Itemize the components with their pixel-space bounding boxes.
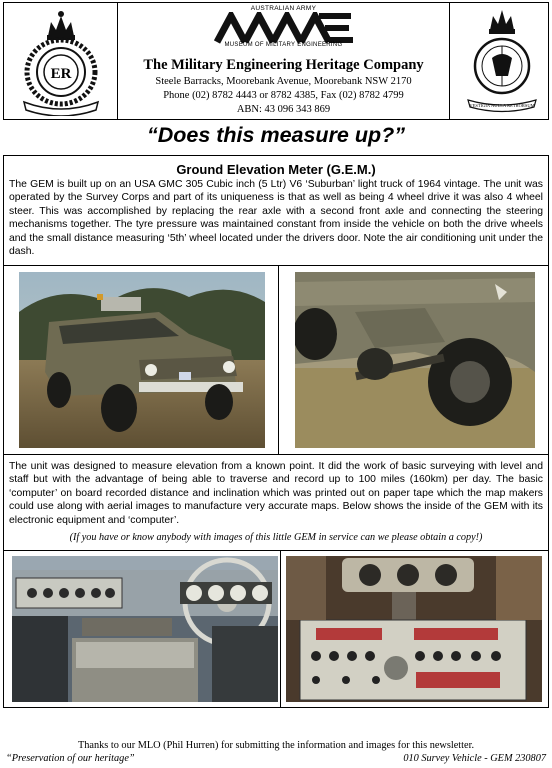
photo-row-top-line	[3, 265, 549, 266]
article-appeal: (If you have or know anybody with images of this little GEM in service can we please obtain a copy!)	[69, 532, 483, 543]
footer-reference: 010 Survey Vehicle - GEM 230807	[403, 753, 546, 764]
page-headline: “Does this measure up?”	[146, 123, 406, 147]
photo-row-divider	[278, 265, 279, 454]
mme-wordmark-icon	[209, 12, 359, 44]
footer-thanks: Thanks to our MLO (Phil Hurren) for submitting the information and images for this newsletter.	[77, 740, 475, 751]
company-phone: Phone (02) 8782 4443 or 8782 4385, Fax (02) 8782 4799	[163, 90, 404, 101]
museum-logo	[118, 4, 449, 54]
article-title: Ground Elevation Meter (G.E.M.)	[176, 162, 376, 177]
footer-slogan: “Preservation of our heritage”	[6, 753, 135, 764]
photo-row2-divider	[280, 550, 281, 708]
article-intro-paragraph: The GEM is built up on an USA GMC 305 Cubic inch (5 Ltr) V6 ‘Suburban’ light truck of 1964 vintage. The unit was operated by the Survey Corps and part of its uniqueness is that as well as being 4 wheel drive it was also 4 wheel steer. This was accomplished by replacing the rear axle with a second front axle and connecting the steering mechanisms together. The tyre pressure was maintained constant from inside the vehicle on both the drive wheels and the small distance measuring ‘5th’ wheel located under the drivers door. Note the air conditioning unit under the dash.	[9, 179, 543, 258]
royal-engineers-crest-logo	[18, 6, 104, 116]
right-crest-motto-text: VESTIGIA NULLA RETRORSUM	[469, 103, 535, 108]
vehicle-front-photo	[19, 272, 265, 448]
company-name: The Military Engineering Heritage Company	[143, 57, 424, 73]
museum-name-text: MUSEUM OF MILITARY ENGINEERING	[224, 42, 343, 48]
header-divider-right	[449, 2, 450, 120]
dashboard-interior-photo	[12, 556, 278, 702]
survey-corps-crest-logo	[462, 6, 542, 116]
photo-row2-top-line	[3, 550, 549, 551]
article-body-paragraph: The unit was designed to measure elevation from a known point. It did the work of basic surveying with level and staff but with the advantage of being able to traverse and record up to 100 miles (160km) per day. The basic ‘computer’ on board recorded distance and inclination which was printed out on paper tape which the map makers could use along with aerial images to manufacture very accurate maps. Below shows the inside of the GEM with its electronic equipment and ‘computer’.	[9, 461, 543, 526]
svg-text:ER: ER	[50, 66, 72, 82]
australian-army-text: AUSTRALIAN ARMY	[250, 5, 317, 12]
company-address: Steele Barracks, Moorebank Avenue, Moorebank NSW 2170	[155, 76, 412, 87]
measuring-wheel-photo	[295, 272, 535, 448]
company-abn: ABN: 43 096 343 869	[236, 104, 331, 115]
onboard-computer-photo	[286, 556, 542, 702]
photo-row-bottom-line	[3, 454, 549, 455]
